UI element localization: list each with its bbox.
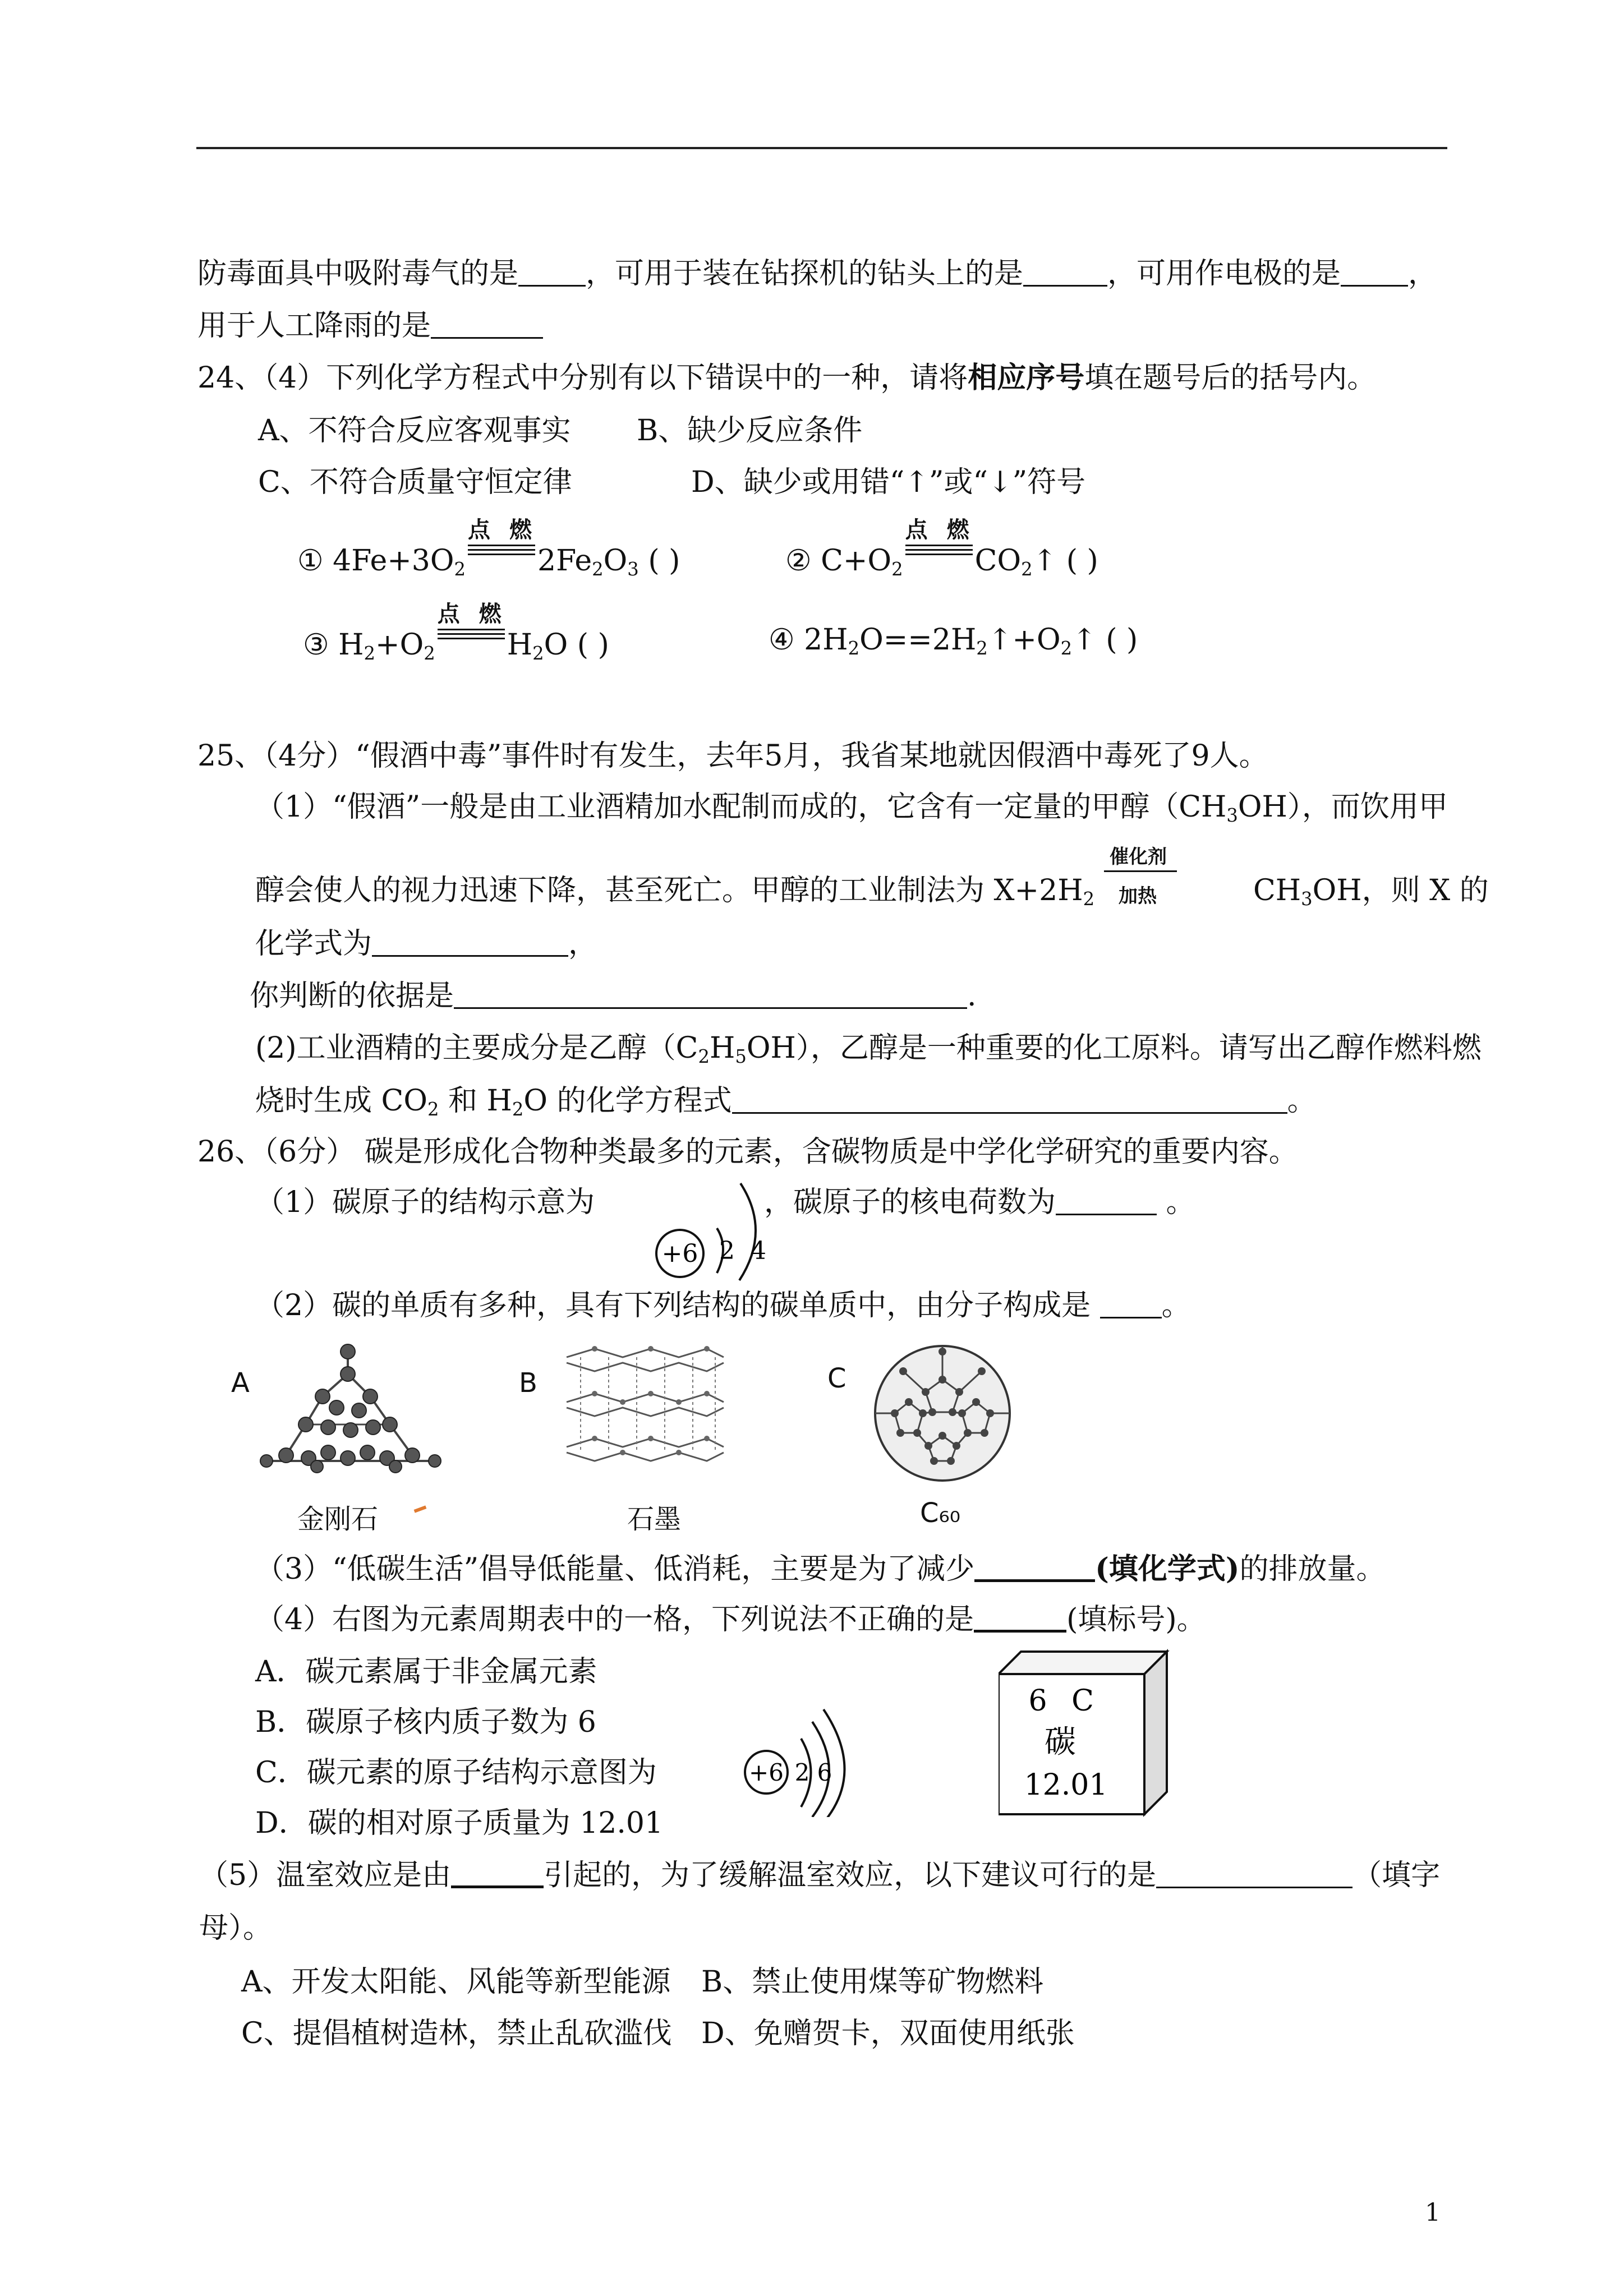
blank[interactable] — [431, 312, 543, 339]
carbon-atom-structure-diagram — [645, 1175, 780, 1281]
q23-line2: 用于人工降雨的是 — [197, 311, 543, 340]
blank[interactable] — [1023, 260, 1107, 287]
q25-part2-line1: (2)工业酒精的主要成分是乙醇$(C_2H_5OH)$，乙醇是一种重要的化工原料。请写出乙醇作燃料燃 — [255, 1031, 1482, 1068]
blank[interactable] — [732, 1087, 1287, 1114]
graphite-structure-image — [561, 1340, 729, 1486]
q26-part2: （2）碳的单质有多种，具有下列结构的碳单质中，由分子构成是 。 — [255, 1289, 1191, 1322]
periodic-table-cell-carbon — [999, 1646, 1172, 1820]
structure-c-letter: C — [827, 1363, 846, 1394]
q26-part1-a: （1）碳原子的结构示意为 — [255, 1186, 595, 1219]
q26-part5-line1: （5）温室效应是由 引起的，为了缓解温室效应，以下建议可行的是 （填字 — [199, 1859, 1441, 1892]
structure-b-name: 石墨 — [627, 1504, 682, 1535]
element-symbol: C — [1071, 1684, 1094, 1718]
q26-option-d: D．碳的相对原子质量为 12.01 — [255, 1806, 664, 1840]
q26-option-c: C．碳元素的原子结构示意图为 — [255, 1756, 657, 1790]
q24-option-d: D、缺少或用错“↑”或“↓”符号 — [691, 465, 1086, 499]
structure-b-letter: B — [519, 1367, 537, 1399]
diamond-structure-image — [255, 1340, 468, 1503]
nucleus-charge: +6 — [661, 1239, 698, 1268]
q26-part5-line2: 母）。 — [199, 1911, 273, 1945]
q26-option-a: A．碳元素属于非金属元素 — [255, 1655, 597, 1689]
condition-mark: 点 燃 — [438, 625, 505, 654]
q26-part5-option-a: A、开发太阳能、风能等新型能源 — [241, 1965, 671, 1999]
blank[interactable] — [974, 1555, 1095, 1582]
structure-c-name: C₆₀ — [920, 1497, 960, 1529]
q25-part1-line4: 你判断的依据是 . — [250, 979, 977, 1013]
blank[interactable] — [1100, 1292, 1162, 1318]
electron-count-shell-2: 4 — [751, 1237, 766, 1265]
q24-equation-1: ① $4Fe+3O_2$ 点 燃 $2Fe_2O_3$ ( ) — [297, 517, 680, 580]
q25-part1-line2: 醇会使人的视力迅速下降，甚至死亡。甲醇的工业制法为 $X+2H_2$ — [255, 874, 1095, 910]
q24-option-a: A、不符合反应客观事实 — [258, 414, 571, 448]
blank[interactable] — [1341, 260, 1408, 287]
structure-a-name: 金刚石 — [297, 1504, 379, 1535]
q26-option-b: B．碳原子核内质子数为 6 — [255, 1705, 596, 1739]
electron-count-shell-1: 2 — [794, 1759, 810, 1786]
atomic-mass: 12.01 — [1024, 1768, 1108, 1802]
c60-structure-image — [869, 1340, 1015, 1486]
electron-count-shell-2: 6 — [817, 1759, 832, 1786]
blank[interactable] — [1056, 1189, 1157, 1215]
q25-heading: 25、（4分）“假酒中毒”事件时有发生，去年5月，我省某地就因假酒中毒死了9人。 — [197, 739, 1268, 773]
atomic-number: 6 — [1028, 1684, 1047, 1718]
q26-part4: （4）右图为元素周期表中的一格，下列说法不正确的是 (填标号)。 — [255, 1603, 1206, 1636]
q25-part1-line2-right: $CH_3OH$，则 X 的 — [1253, 874, 1489, 910]
q25-part1-line1: （1）“假酒”一般是由工业酒精加水配制而成的，它含有一定量的甲醇$(CH_3OH)$，而饮用甲 — [255, 790, 1448, 827]
q24-equation-2: ② $C+O_2$ 点 燃 $CO_2↑$ ( ) — [785, 517, 1098, 580]
q25-part2-line2: 烧时生成 $CO_2$ 和 $H_2O$ 的化学方程式 。 — [255, 1084, 1317, 1121]
q25-part1-line3: 化学式为 ， — [255, 927, 598, 961]
stray-mark — [414, 1505, 427, 1513]
electron-count-shell-1: 2 — [719, 1237, 735, 1265]
header-rule — [196, 147, 1447, 149]
blank[interactable] — [518, 260, 586, 287]
blank[interactable] — [974, 1605, 1066, 1633]
q26-heading: 26、（6分） 碳是形成化合物种类最多的元素，含碳物质是中学化学研究的重要内容。 — [197, 1135, 1298, 1169]
q24-equation-4: ④ $2H_2O==2H_2↑+O_2↑$ ( ) — [769, 623, 1138, 660]
structure-a-letter: A — [231, 1367, 250, 1399]
condition-line — [1104, 870, 1177, 872]
page-number: 1 — [1425, 2198, 1441, 2227]
q26-part5-option-d: D、免赠贺卡，双面使用纸张 — [701, 2017, 1075, 2050]
blank[interactable] — [451, 1861, 544, 1888]
catalyst-condition — [1099, 841, 1184, 907]
q24-equation-3: ③ $H_2+O_2$ 点 燃 $H_2O$ ( ) — [303, 601, 609, 665]
q26-part5-option-b: B、禁止使用煤等矿物燃料 — [701, 1965, 1044, 1999]
q26-part3: （3）“低碳生活”倡导低能量、低消耗，主要是为了减少 (填化学式)的排放量。 — [255, 1552, 1386, 1586]
q24-option-c: C、不符合质量守恒定律 — [258, 465, 572, 499]
condition-mark: 点 燃 — [468, 541, 535, 570]
heat-label: 加热 — [1119, 885, 1157, 907]
element-name: 碳 — [1045, 1724, 1076, 1760]
q26-part1-b: ，碳原子的核电荷数为 。 — [764, 1186, 1195, 1219]
catalyst-label: 催化剂 — [1110, 846, 1167, 868]
carbon-atom-structure-diagram-option-c — [739, 1705, 874, 1817]
q23-line1: 防毒面具中吸附毒气的是 ，可用于装在钻探机的钻头上的是 ，可用作电极的是 ， — [197, 257, 1438, 291]
blank[interactable] — [454, 983, 967, 1009]
q26-part5-option-c: C、提倡植树造林，禁止乱砍滥伐 — [241, 2017, 672, 2050]
q24-option-b: B、缺少反应条件 — [637, 414, 863, 448]
blank[interactable] — [1156, 1862, 1352, 1888]
nucleus-charge: +6 — [749, 1759, 784, 1786]
blank[interactable] — [372, 930, 568, 957]
q24-heading: 24、（4）下列化学方程式中分别有以下错误中的一种，请将相应序号填在题号后的括号内。 — [197, 361, 1377, 395]
condition-mark: 点 燃 — [905, 541, 973, 570]
electron-shell-2 — [739, 1183, 756, 1280]
